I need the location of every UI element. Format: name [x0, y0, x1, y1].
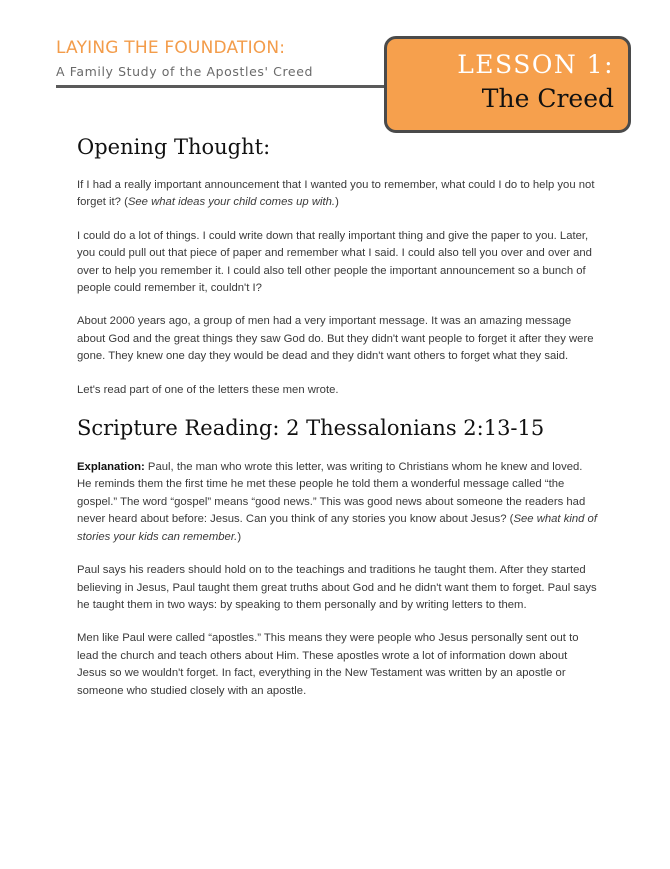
scripture-heading-label: Scripture Reading:: [77, 416, 280, 441]
header-divider: [56, 85, 390, 88]
explanation-paragraph: [77, 459, 597, 546]
lesson-title: The Creed: [481, 84, 614, 113]
explanation-close: ): [237, 530, 242, 543]
opening-paragraph-4: Let's read part of one of the letters these men wrote.: [77, 383, 339, 396]
parent-note: See what ideas your child comes up with.: [127, 196, 336, 209]
opening-paragraph-1-text: If I had a really important announcement that I wanted you to remember, what could I do to help you not forget it? (: [77, 179, 595, 209]
opening-paragraph-1-close: ): [335, 196, 339, 209]
explanation-text: Paul, the man who wrote this letter, was writing to Christians whom he knew and loved. He reminds them the first time he met these people he told them a wonderful message called “the gospel.” The word “gospel” means “good news.” This was good news about someone the readers had never heard about before: Jesus. Can you think of any stories you know about Jesus? (: [77, 461, 586, 526]
series-title: LAYING THE FOUNDATION:: [56, 38, 286, 58]
lesson-number: LESSON 1:: [457, 50, 614, 79]
scripture-reading-heading: [77, 416, 597, 440]
opening-paragraph-2: I could do a lot of things. I could write down that really important thing and give the paper to you. Later, you could pull out that piece of paper and remember what I said. I could also tell you over and over and over to help you remember it. I could also tell other people the important announcement so a bunch of people could remember it, couldn't I?: [77, 229, 592, 295]
lesson-badge: [384, 36, 631, 133]
opening-paragraph-1: [77, 177, 597, 212]
scripture-reference: 2 Thessalonians 2:13-15: [286, 416, 545, 441]
lesson-content: [77, 128, 597, 716]
opening-paragraph-3: About 2000 years ago, a group of men had a very important message. It was an amazing message about God and the great things they saw God do. But they didn't want people to forget it after they were gone. They knew one day they would be dead and they didn't want others to forget what they said.: [77, 315, 594, 363]
explanation-label: Explanation:: [77, 461, 145, 474]
opening-thought-heading: Opening Thought:: [77, 135, 271, 159]
scripture-paragraph-3: Men like Paul were called “apostles.” This means they were people who Jesus personally sent out to lead the church and teach others about Him. These apostles wrote a lot of information down about Jesus so we wouldn't forget. In fact, everything in the New Testament was written by an apostle or someone who studied closely with an apostle.: [77, 632, 579, 697]
scripture-paragraph-2: Paul says his readers should hold on to the teachings and traditions he taught them. After they started believing in Jesus, Paul taught them great truths about God and he didn't want them to forget. Paul says he taught them in two ways: by speaking to them personally and by writing letters to them.: [77, 564, 597, 611]
series-subtitle: A Family Study of the Apostles' Creed: [56, 64, 314, 79]
parent-note: See what kind of stories your kids can remember.: [77, 513, 597, 543]
